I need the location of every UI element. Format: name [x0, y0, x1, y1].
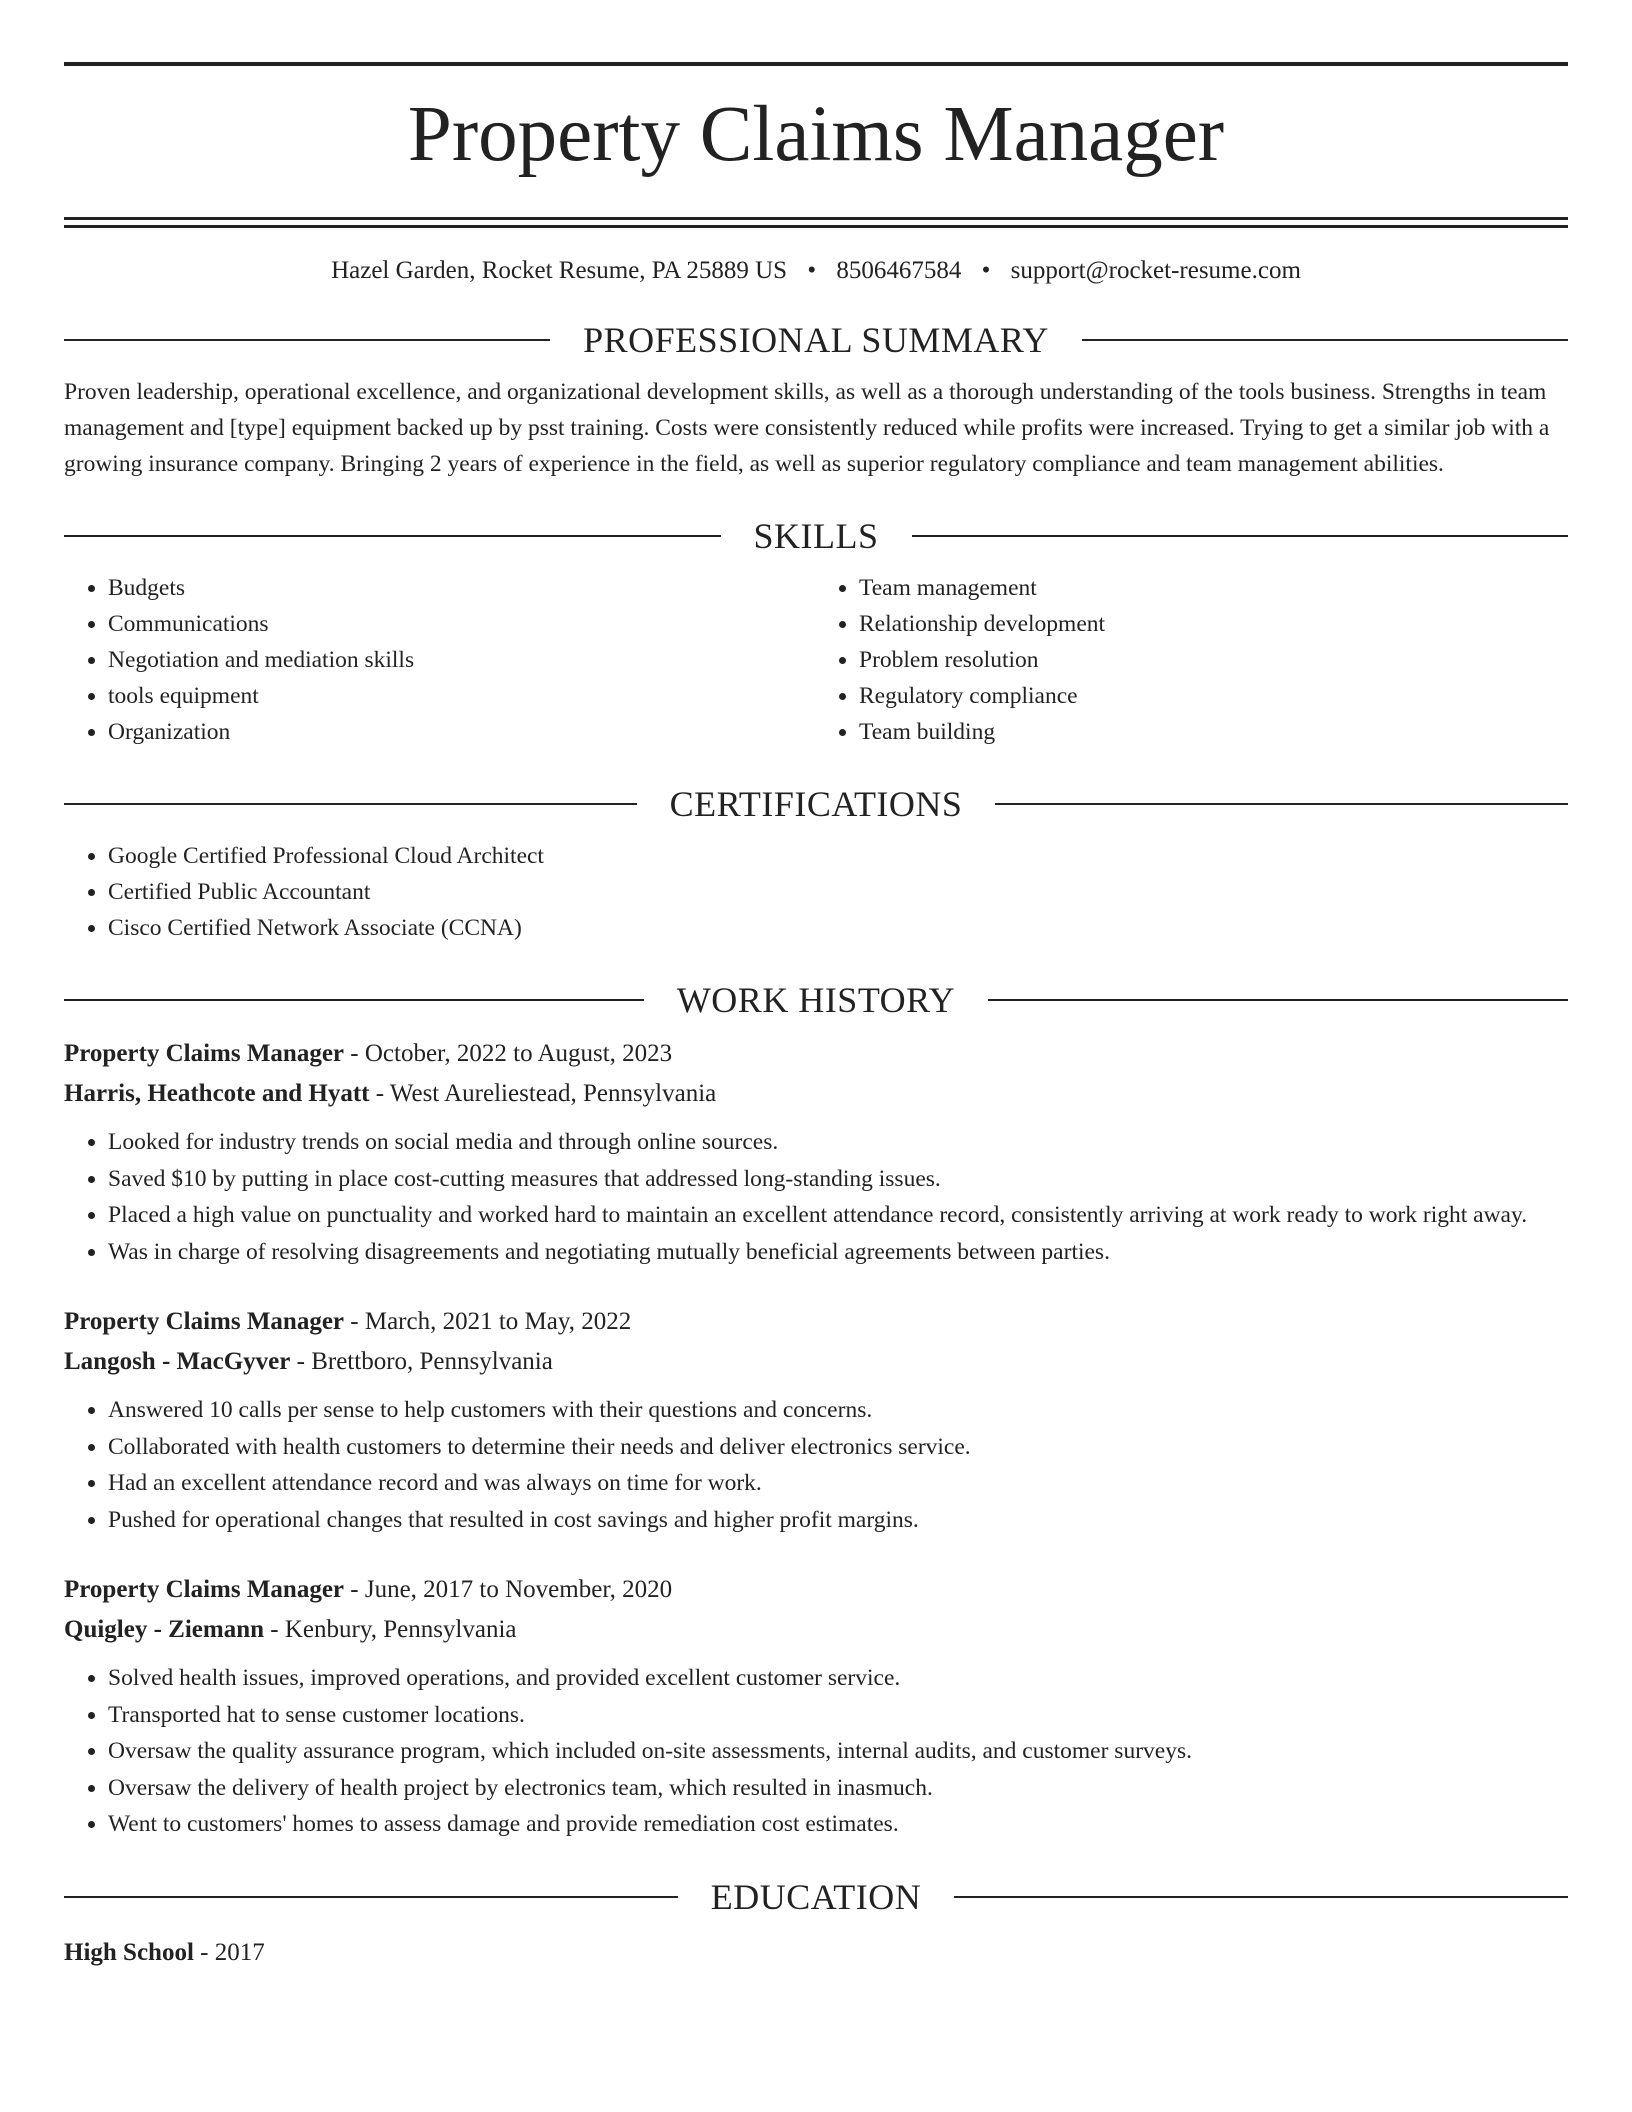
education-entry [64, 1933, 1568, 1973]
resume-content [64, 62, 1568, 1973]
skills-left-list [64, 570, 817, 750]
skill-item: • Team building [859, 714, 1568, 750]
job-title: Property Claims Manager [64, 1308, 345, 1335]
contact-address: Hazel Garden, Rocket Resume, PA 25889 US [331, 257, 788, 284]
job-location: - Brettboro, Pennsylvania [290, 1348, 553, 1375]
skills-heading-text: SKILLS [753, 516, 879, 556]
job-title: Property Claims Manager [64, 1576, 345, 1603]
resume-title: Property Claims Manager [407, 91, 1225, 178]
education-school: High School [64, 1938, 194, 1966]
job-company: Langosh - MacGyver [64, 1348, 291, 1375]
skill-item: • Relationship development [859, 606, 1568, 642]
job-bullet: • Placed a high value on punctuality and worked hard to maintain an excellent attendance record, consistently arriving at work ready to work right away. [108, 1197, 1568, 1234]
skill-item: • Communications [108, 606, 817, 642]
summary-text: Proven leadership, operational excellence, and organizational development skills, as well as a thorough understanding of the tools business. Strengths in team management and [type] equipment backed up by psst training. Costs were consistently reduced while profits were increased. Trying to get a similar job with a growing insurance company. Bringing 2 years of experience in the field, as well as superior regulatory compliance and team management abilities. [64, 379, 1550, 477]
job-title-line [64, 1570, 1568, 1610]
education-heading [64, 1873, 1568, 1921]
job-company-line [64, 1342, 1568, 1382]
job-dates: - March, 2021 to May, 2022 [344, 1308, 632, 1335]
contact-line [64, 256, 1568, 286]
contact-separator: • [981, 257, 991, 284]
certification-item: • Cisco Certified Network Associate (CCNA) [108, 910, 1568, 946]
certifications-heading-text: CERTIFICATIONS [669, 784, 963, 824]
job-bullet: • Was in charge of resolving disagreements and negotiating mutually beneficial agreements between parties. [108, 1234, 1568, 1271]
job-bullet: • Collaborated with health customers to determine their needs and deliver electronics service. [108, 1429, 1568, 1466]
job-location: - West Aureliestead, Pennsylvania [369, 1080, 717, 1107]
skills-right-list [817, 570, 1568, 750]
job-bullets [64, 1124, 1568, 1270]
skill-item: • Regulatory compliance [859, 678, 1568, 714]
job-location: - Kenbury, Pennsylvania [264, 1616, 517, 1643]
summary-heading [64, 316, 1568, 364]
skill-item: • Organization [108, 714, 817, 750]
job-title-line [64, 1302, 1568, 1342]
job-company: Harris, Heathcote and Hyatt [64, 1080, 370, 1107]
contact-separator: • [807, 257, 817, 284]
title-double-rule [64, 217, 1568, 228]
job-bullet: • Oversaw the quality assurance program, which included on-site assessments, internal audits, and customer surveys. [108, 1733, 1568, 1770]
job-bullet: • Had an excellent attendance record and was always on time for work. [108, 1465, 1568, 1502]
job-dates: - October, 2022 to August, 2023 [344, 1040, 673, 1067]
contact-email: support@rocket-resume.com [1010, 257, 1301, 284]
job-title: Property Claims Manager [64, 1040, 345, 1067]
job-dates: - June, 2017 to November, 2020 [344, 1576, 673, 1603]
job-company: Quigley - Ziemann [64, 1616, 265, 1643]
job-title-line [64, 1034, 1568, 1074]
job-bullet: • Solved health issues, improved operations, and provided excellent customer service. [108, 1660, 1568, 1697]
certification-item: • Google Certified Professional Cloud Architect [108, 838, 1568, 874]
skill-item: • Problem resolution [859, 642, 1568, 678]
job-entry [64, 1302, 1568, 1538]
skills-heading [64, 512, 1568, 560]
job-entry [64, 1034, 1568, 1270]
education-heading-text: EDUCATION [710, 1876, 922, 1917]
work-history-heading-text: WORK HISTORY [676, 980, 956, 1020]
education-year: - 2017 [193, 1938, 265, 1966]
job-bullets [64, 1392, 1568, 1538]
skill-item: • Budgets [108, 570, 817, 606]
certifications-heading [64, 780, 1568, 828]
job-company-line [64, 1610, 1568, 1650]
job-bullet: • Pushed for operational changes that resulted in cost savings and higher profit margins. [108, 1502, 1568, 1539]
contact-phone: 8506467584 [836, 257, 962, 284]
skill-item: • Negotiation and mediation skills [108, 642, 817, 678]
job-bullet: • Saved $10 by putting in place cost-cutting measures that addressed long-standing issues. [108, 1161, 1568, 1198]
summary-heading-text: PROFESSIONAL SUMMARY [583, 320, 1049, 360]
certification-item: • Certified Public Accountant [108, 874, 1568, 910]
job-bullet: • Looked for industry trends on social media and through online sources. [108, 1124, 1568, 1161]
job-bullets [64, 1660, 1568, 1843]
certifications-list [64, 838, 1568, 946]
job-company-line [64, 1074, 1568, 1114]
skills-grid [64, 570, 1568, 750]
job-bullet: • Oversaw the delivery of health project by electronics team, which resulted in inasmuch. [108, 1770, 1568, 1807]
job-entry [64, 1570, 1568, 1843]
job-bullet: • Answered 10 calls per sense to help customers with their questions and concerns. [108, 1392, 1568, 1429]
job-bullet: • Went to customers' homes to assess damage and provide remediation cost estimates. [108, 1806, 1568, 1843]
skill-item: • Team management [859, 570, 1568, 606]
skill-item: • tools equipment [108, 678, 817, 714]
job-bullet: • Transported hat to sense customer locations. [108, 1697, 1568, 1734]
work-history-heading [64, 976, 1568, 1024]
